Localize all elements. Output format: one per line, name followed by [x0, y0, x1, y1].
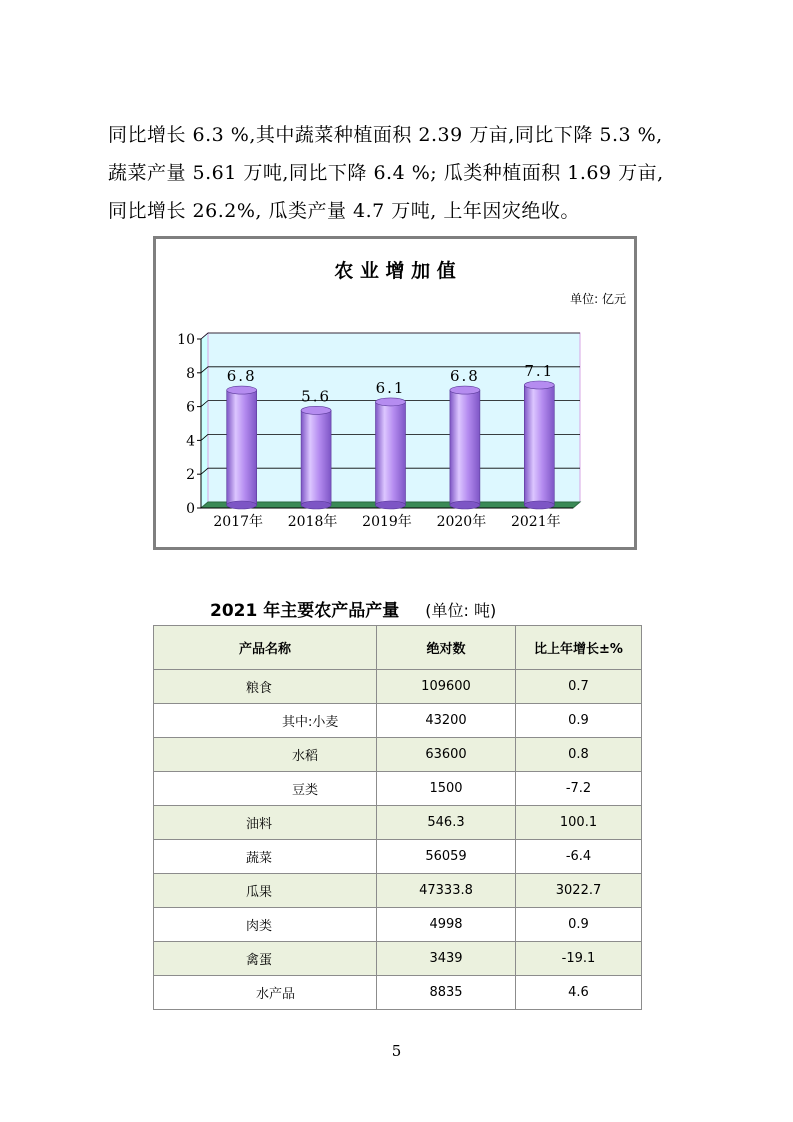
cell-absolute-value: 1500: [377, 772, 516, 806]
bar-data-label: 6.1: [375, 378, 406, 397]
bar-top: [376, 398, 406, 406]
table-title: [210, 596, 496, 621]
cell-growth: -6.4: [516, 840, 642, 874]
table-row: [154, 908, 642, 942]
table-row: [154, 670, 642, 704]
cell-growth: 100.1: [516, 806, 642, 840]
table-row: [154, 840, 642, 874]
table-row: [154, 704, 642, 738]
x-tick-label: 2019年: [362, 514, 412, 530]
cell-growth: 0.9: [516, 908, 642, 942]
x-tick-label: 2020年: [436, 514, 487, 530]
table-row: [154, 874, 642, 908]
bar-base: [301, 501, 331, 509]
cell-growth: 4.6: [516, 976, 642, 1010]
cell-absolute-value: 3439: [377, 942, 516, 976]
bar-body: [376, 402, 406, 505]
cell-growth: -19.1: [516, 942, 642, 976]
cell-absolute-value: 109600: [377, 670, 516, 704]
bar-base: [524, 501, 554, 509]
cell-product-name: 瓜果: [154, 874, 377, 908]
cell-product-name: 禽蛋: [154, 942, 377, 976]
cell-product-name: 水产品: [154, 976, 377, 1010]
cell-product-name: 其中:小麦: [154, 704, 377, 738]
y-tick-label: 2: [186, 467, 195, 484]
bar-data-label: 7.1: [524, 362, 555, 381]
bar-body: [227, 390, 257, 505]
cell-product-name: 水稻: [154, 738, 377, 772]
cell-absolute-value: 47333.8: [377, 874, 516, 908]
body-paragraph: [108, 116, 708, 230]
paragraph-line: 同比增长 26.2%, 瓜类产量 4.7 万吨, 上年因灾绝收。: [108, 200, 580, 222]
chart-canvas: [156, 239, 634, 547]
table-row: [154, 942, 642, 976]
header-absolute: 绝对数: [377, 626, 516, 670]
bar-data-label: 6.8: [226, 367, 257, 386]
bar-data-label: 6.8: [449, 367, 480, 386]
page-number: 5: [391, 1042, 402, 1060]
bar-top: [524, 381, 554, 389]
cell-product-name: 粮食: [154, 670, 377, 704]
bar-data-label: 5.6: [301, 387, 332, 406]
y-tick-label: 8: [186, 365, 195, 382]
bar-top: [227, 386, 257, 394]
table-body: [154, 670, 642, 1010]
cell-product-name: 油料: [154, 806, 377, 840]
bar-top: [301, 406, 331, 414]
x-tick-label: 2021年: [510, 514, 561, 530]
bar-base: [450, 501, 480, 509]
cell-growth: 0.9: [516, 704, 642, 738]
y-tick-label: 4: [186, 433, 195, 450]
cell-product-name: 肉类: [154, 908, 377, 942]
cell-absolute-value: 546.3: [377, 806, 516, 840]
x-tick-label: 2018年: [287, 514, 338, 530]
plot-side-wall: [201, 333, 208, 508]
chart-title: 农 业 增 加 值: [334, 260, 456, 282]
bar-top: [450, 386, 480, 394]
table-header-row: [154, 626, 642, 670]
table-row: [154, 772, 642, 806]
header-product-name: 产品名称: [154, 626, 377, 670]
bar-body: [450, 390, 480, 505]
cell-absolute-value: 63600: [377, 738, 516, 772]
cell-product-name: 豆类: [154, 772, 377, 806]
cell-growth: 0.7: [516, 670, 642, 704]
bar-base: [376, 501, 406, 509]
paragraph-line: 蔬菜产量 5.61 万吨,同比下降 6.4 %; 瓜类种植面积 1.69 万亩,: [108, 162, 664, 184]
cell-growth: -7.2: [516, 772, 642, 806]
y-tick-label: 10: [177, 332, 195, 348]
header-growth: 比上年增长±%: [516, 626, 642, 670]
bar-body: [301, 410, 331, 505]
y-tick-label: 6: [186, 399, 195, 416]
cell-absolute-value: 43200: [377, 704, 516, 738]
table-title-text: 2021 年主要农产品产量: [210, 601, 400, 621]
agri-value-chart: [153, 236, 637, 550]
cell-absolute-value: 56059: [377, 840, 516, 874]
bar-body: [524, 385, 554, 505]
cell-absolute-value: 8835: [377, 976, 516, 1010]
table-row: [154, 976, 642, 1010]
cell-growth: 0.8: [516, 738, 642, 772]
paragraph-line: 同比增长 6.3 %,其中蔬菜种植面积 2.39 万亩,同比下降 5.3 %,: [108, 124, 663, 146]
table-row: [154, 738, 642, 772]
x-tick-label: 2017年: [213, 514, 264, 530]
products-table: [153, 625, 642, 1010]
bar-base: [227, 501, 257, 509]
y-tick-label: 0: [186, 501, 195, 517]
chart-unit-label: 单位: 亿元: [570, 292, 626, 306]
cell-absolute-value: 4998: [377, 908, 516, 942]
cell-product-name: 蔬菜: [154, 840, 377, 874]
cell-growth: 3022.7: [516, 874, 642, 908]
table-unit: (单位: 吨): [425, 601, 497, 620]
table-row: [154, 806, 642, 840]
